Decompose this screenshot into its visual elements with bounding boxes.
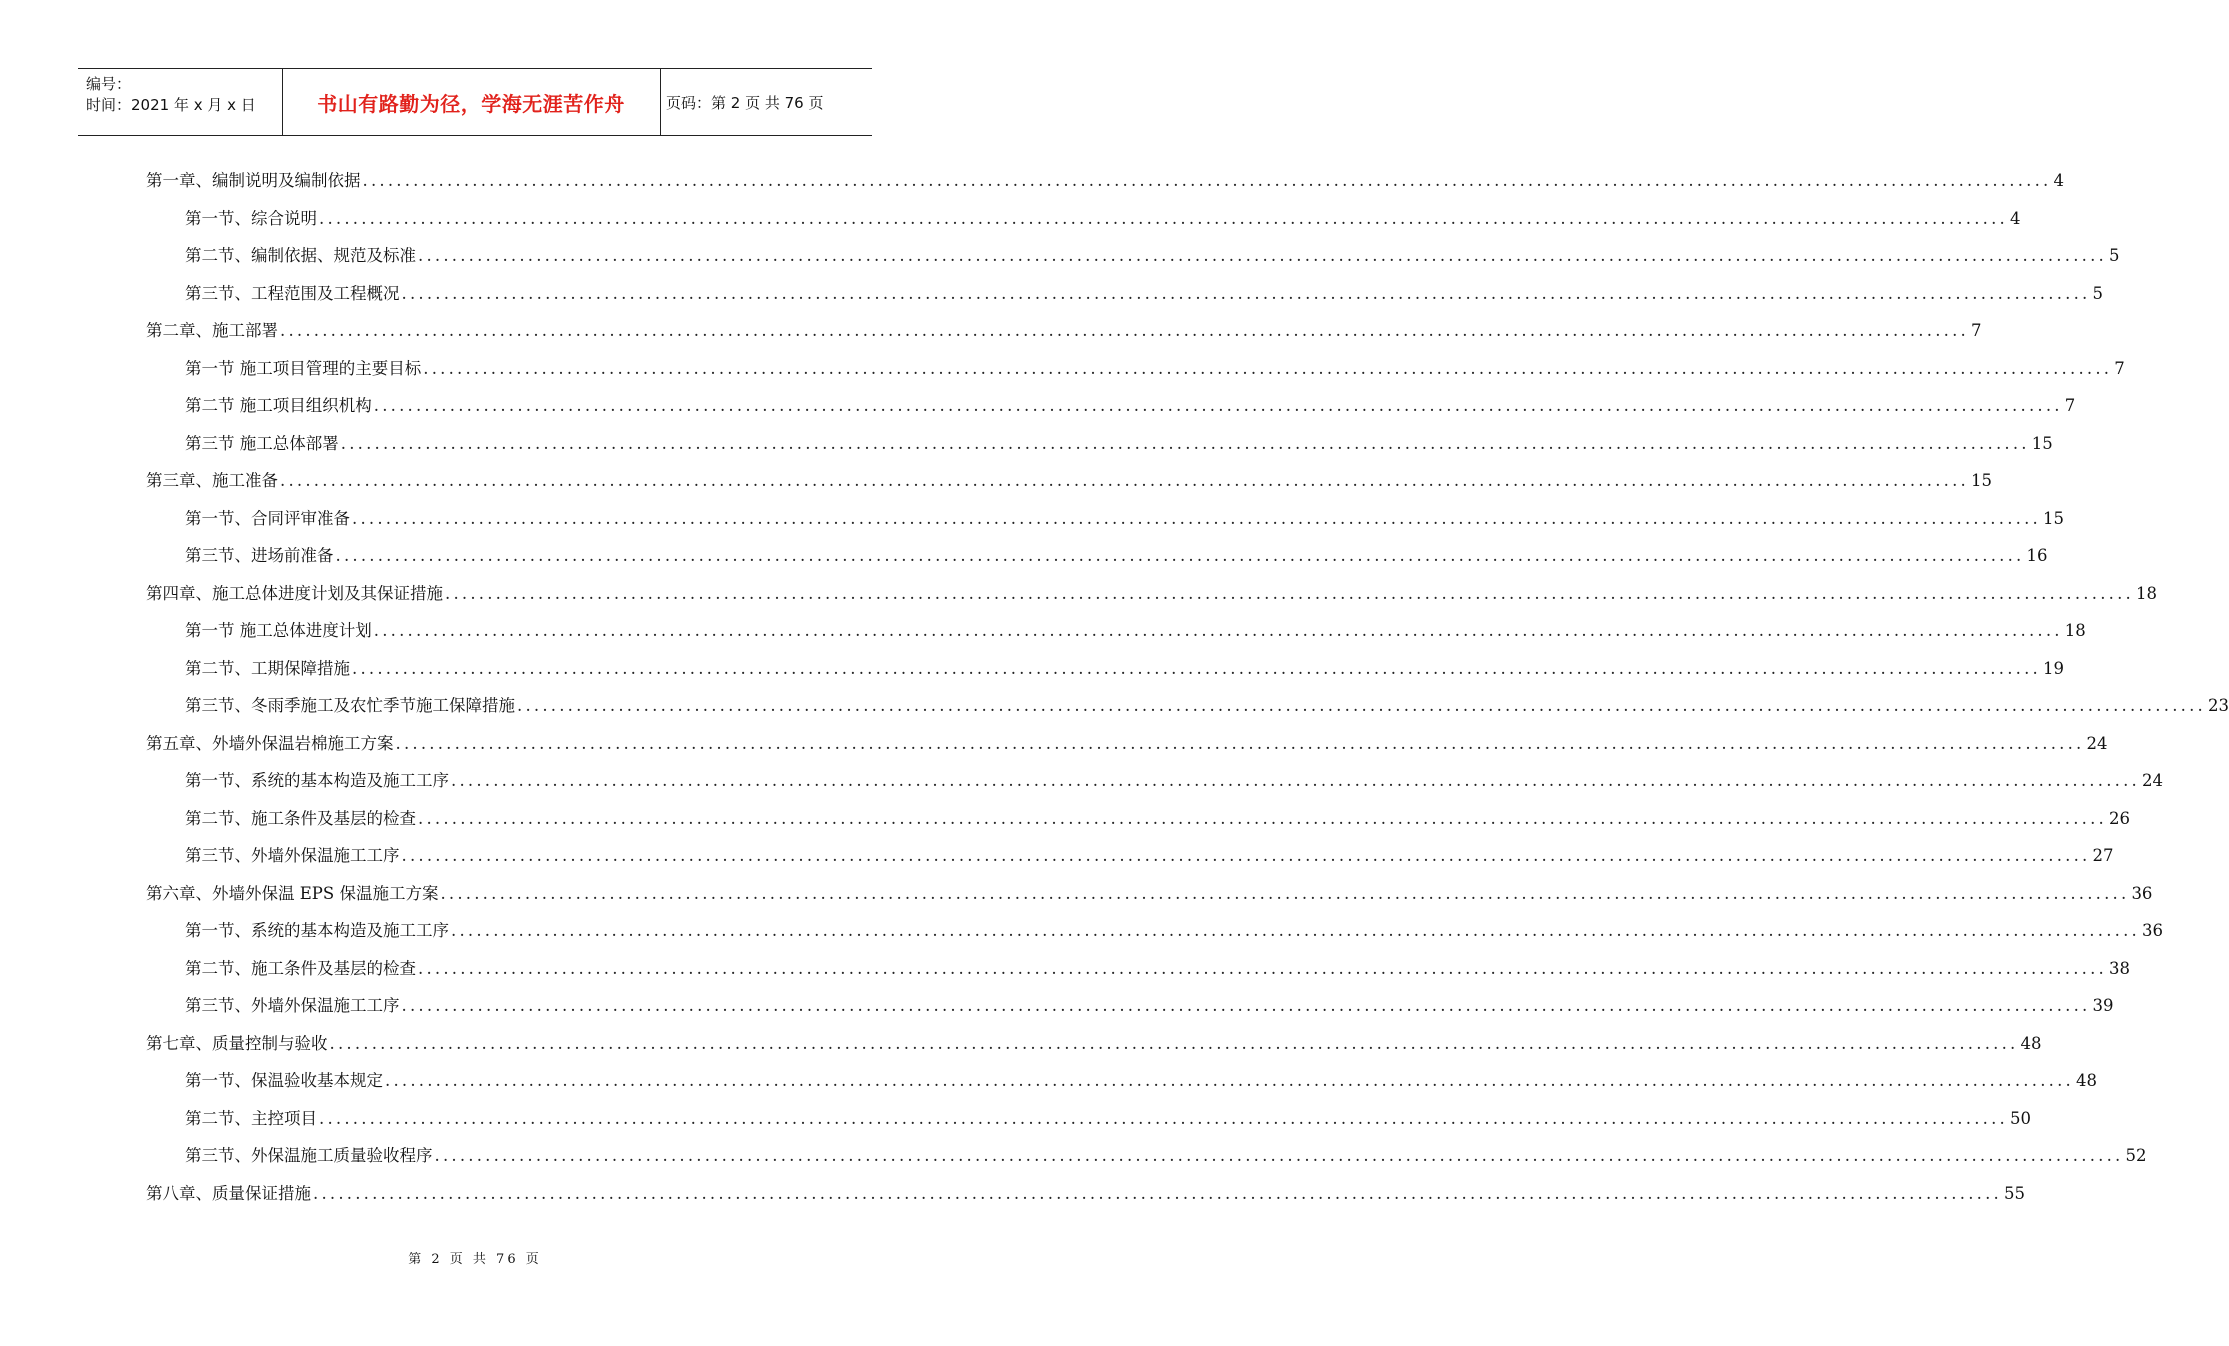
- toc-chapter-entry[interactable]: [146, 879, 2153, 909]
- toc-section-entry[interactable]: [185, 541, 2048, 571]
- toc-entry-title: 第六章、外墙外保温 EPS 保温施工方案: [146, 883, 439, 903]
- toc-entry-page-number: 4: [2009, 208, 2021, 228]
- toc-entry-page-number: 27: [2092, 846, 2114, 865]
- toc-entry-title: 第一节 施工项目管理的主要目标: [185, 358, 422, 378]
- toc-leader-dots: ........................................................................................................................................................................................................: [395, 733, 2085, 753]
- toc-leader-dots: ........................................................................................................................................................................................................: [418, 958, 2107, 978]
- toc-entry-page-number: 19: [2042, 658, 2064, 678]
- toc-section-entry[interactable]: [185, 616, 2086, 646]
- toc-entry-title: 第一节、系统的基本构造及施工工序: [185, 771, 449, 790]
- toc-leader-dots: ........................................................................................................................................................................................................: [340, 433, 2030, 453]
- toc-entry-page-number: 5: [2092, 283, 2103, 303]
- toc-section-entry[interactable]: [185, 804, 2130, 834]
- toc-section-entry[interactable]: [185, 279, 2103, 309]
- toc-entry-page-number: 24: [2141, 771, 2163, 790]
- toc-leader-dots: ........................................................................................................................................................................................................: [335, 546, 2025, 565]
- toc-entry-title: 第三节、外保温施工质量验收程序: [185, 1146, 433, 1165]
- toc-section-entry[interactable]: [185, 204, 2021, 234]
- toc-entry-page-number: 7: [2114, 358, 2125, 378]
- toc-entry-title: 第二节 施工项目组织机构: [185, 396, 372, 415]
- toc-leader-dots: ........................................................................................................................................................................................................: [319, 208, 2008, 228]
- document-time: 时间：2021 年 x 月 x 日: [86, 96, 256, 114]
- toc-section-entry[interactable]: [185, 691, 2229, 721]
- toc-entry-title: 第八章、质量保证措施: [146, 1183, 311, 1203]
- toc-entry-page-number: 36: [2141, 921, 2163, 940]
- toc-section-entry[interactable]: [185, 654, 2064, 684]
- toc-leader-dots: ........................................................................................................................................................................................................: [423, 358, 2113, 378]
- toc-chapter-entry[interactable]: [146, 316, 1982, 346]
- toc-entry-page-number: 18: [2135, 583, 2157, 603]
- toc-leader-dots: ........................................................................................................................................................................................................: [451, 771, 2140, 790]
- toc-section-entry[interactable]: [185, 916, 2163, 946]
- toc-leader-dots: ........................................................................................................................................................................................................: [434, 1146, 2124, 1165]
- toc-entry-page-number: 7: [2064, 396, 2076, 415]
- toc-entry-page-number: 23: [2207, 696, 2229, 715]
- header-motto: 书山有路勤为径，学海无涯苦作舟: [282, 69, 661, 135]
- toc-entry-page-number: 4: [2053, 171, 2064, 190]
- toc-entry-page-number: 18: [2064, 621, 2086, 640]
- toc-leader-dots: ........................................................................................................................................................................................................: [280, 471, 1969, 490]
- toc-entry-title: 第三节、外墙外保温施工工序: [185, 996, 400, 1015]
- toc-entry-title: 第七章、质量控制与验收: [146, 1033, 328, 1053]
- toc-entry-title: 第三节、进场前准备: [185, 546, 334, 565]
- toc-entry-title: 第一章、编制说明及编制依据: [146, 171, 361, 190]
- toc-entry-page-number: 38: [2108, 958, 2130, 978]
- toc-leader-dots: ........................................................................................................................................................................................................: [329, 1033, 2019, 1053]
- toc-chapter-entry[interactable]: [146, 579, 2157, 609]
- toc-leader-dots: ........................................................................................................................................................................................................: [401, 283, 2091, 303]
- toc-section-entry[interactable]: [185, 841, 2114, 871]
- toc-section-entry[interactable]: [185, 954, 2130, 984]
- toc-leader-dots: ........................................................................................................................................................................................................: [313, 1183, 2002, 1203]
- toc-entry-page-number: 55: [2003, 1183, 2025, 1203]
- toc-chapter-entry[interactable]: [146, 1179, 2025, 1209]
- toc-entry-page-number: 48: [2020, 1033, 2042, 1053]
- toc-entry-title: 第四章、施工总体进度计划及其保证措施: [146, 583, 443, 603]
- document-code-label: 编号：: [86, 75, 132, 93]
- toc-entry-title: 第三节、外墙外保温施工工序: [185, 846, 400, 865]
- toc-leader-dots: ........................................................................................................................................................................................................: [440, 883, 2130, 903]
- toc-chapter-entry[interactable]: [146, 1029, 2042, 1059]
- toc-entry-title: 第五章、外墙外保温岩棉施工方案: [146, 733, 394, 753]
- toc-entry-title: 第一节、系统的基本构造及施工工序: [185, 921, 449, 940]
- toc-entry-title: 第一节、保温验收基本规定: [185, 1071, 383, 1090]
- toc-entry-page-number: 26: [2108, 808, 2130, 828]
- toc-entry-title: 第二节、施工条件及基层的检查: [185, 808, 416, 828]
- toc-entry-title: 第二节、施工条件及基层的检查: [185, 958, 416, 978]
- toc-entry-page-number: 5: [2108, 246, 2120, 265]
- toc-section-entry[interactable]: [185, 991, 2114, 1021]
- page-footer: 第 2 页 共 76 页: [408, 1252, 542, 1267]
- toc-entry-title: 第二节、主控项目: [185, 1108, 317, 1128]
- toc-entry-title: 第一节 施工总体进度计划: [185, 621, 372, 640]
- toc-entry-page-number: 15: [2031, 433, 2053, 453]
- toc-leader-dots: ........................................................................................................................................................................................................: [352, 658, 2041, 678]
- toc-entry-page-number: 15: [2042, 508, 2064, 528]
- toc-leader-dots: ........................................................................................................................................................................................................: [373, 621, 2063, 640]
- header-page-info: 页码：第 2 页 共 76 页: [666, 93, 824, 112]
- toc-leader-dots: ........................................................................................................................................................................................................: [418, 808, 2107, 828]
- toc-entry-title: 第二节、编制依据、规范及标准: [185, 246, 416, 265]
- toc-entry-title: 第一节、综合说明: [185, 208, 317, 228]
- toc-entry-title: 第三节 施工总体部署: [185, 433, 339, 453]
- toc-section-entry[interactable]: [185, 391, 2076, 421]
- toc-entry-page-number: 48: [2075, 1071, 2097, 1090]
- toc-leader-dots: ........................................................................................................................................................................................................: [385, 1071, 2074, 1090]
- toc-section-entry[interactable]: [185, 354, 2125, 384]
- toc-leader-dots: ........................................................................................................................................................................................................: [352, 508, 2041, 528]
- toc-chapter-entry[interactable]: [146, 729, 2108, 759]
- toc-leader-dots: ........................................................................................................................................................................................................: [319, 1108, 2008, 1128]
- toc-entry-page-number: 24: [2086, 733, 2108, 753]
- toc-leader-dots: ........................................................................................................................................................................................................: [401, 996, 2091, 1015]
- toc-entry-page-number: 16: [2026, 546, 2048, 565]
- toc-section-entry[interactable]: [185, 429, 2053, 459]
- toc-entry-title: 第二章、施工部署: [146, 321, 278, 340]
- toc-leader-dots: ........................................................................................................................................................................................................: [451, 921, 2140, 940]
- toc-leader-dots: ........................................................................................................................................................................................................: [445, 583, 2134, 603]
- toc-entry-title: 第一节、合同评审准备: [185, 508, 350, 528]
- toc-entry-page-number: 15: [1970, 471, 1992, 490]
- toc-entry-page-number: 39: [2092, 996, 2114, 1015]
- toc-leader-dots: ........................................................................................................................................................................................................: [373, 396, 2063, 415]
- page-header: [78, 68, 872, 136]
- toc-chapter-entry[interactable]: [146, 166, 2064, 196]
- toc-leader-dots: ........................................................................................................................................................................................................: [362, 171, 2052, 190]
- toc-entry-page-number: 50: [2009, 1108, 2031, 1128]
- toc-entry-title: 第三章、施工准备: [146, 471, 278, 490]
- toc-leader-dots: ........................................................................................................................................................................................................: [401, 846, 2091, 865]
- toc-leader-dots: ........................................................................................................................................................................................................: [418, 246, 2107, 265]
- toc-section-entry[interactable]: [185, 1141, 2147, 1171]
- toc-section-entry[interactable]: [185, 504, 2064, 534]
- toc-leader-dots: ........................................................................................................................................................................................................: [280, 321, 1969, 340]
- toc-entry-page-number: 7: [1970, 321, 1982, 340]
- toc-section-entry[interactable]: [185, 1066, 2097, 1096]
- toc-chapter-entry[interactable]: [146, 466, 1992, 496]
- toc-entry-title: 第二节、工期保障措施: [185, 658, 350, 678]
- toc-section-entry[interactable]: [185, 766, 2163, 796]
- toc-entry-title: 第三节、冬雨季施工及农忙季节施工保障措施: [185, 696, 515, 715]
- toc-leader-dots: ........................................................................................................................................................................................................: [517, 696, 2206, 715]
- toc-entry-page-number: 36: [2131, 883, 2153, 903]
- toc-entry-title: 第三节、工程范围及工程概况: [185, 283, 400, 303]
- header-meta-cell: [78, 69, 283, 135]
- toc-entry-page-number: 52: [2125, 1146, 2147, 1165]
- toc-section-entry[interactable]: [185, 241, 2120, 271]
- toc-section-entry[interactable]: [185, 1104, 2031, 1134]
